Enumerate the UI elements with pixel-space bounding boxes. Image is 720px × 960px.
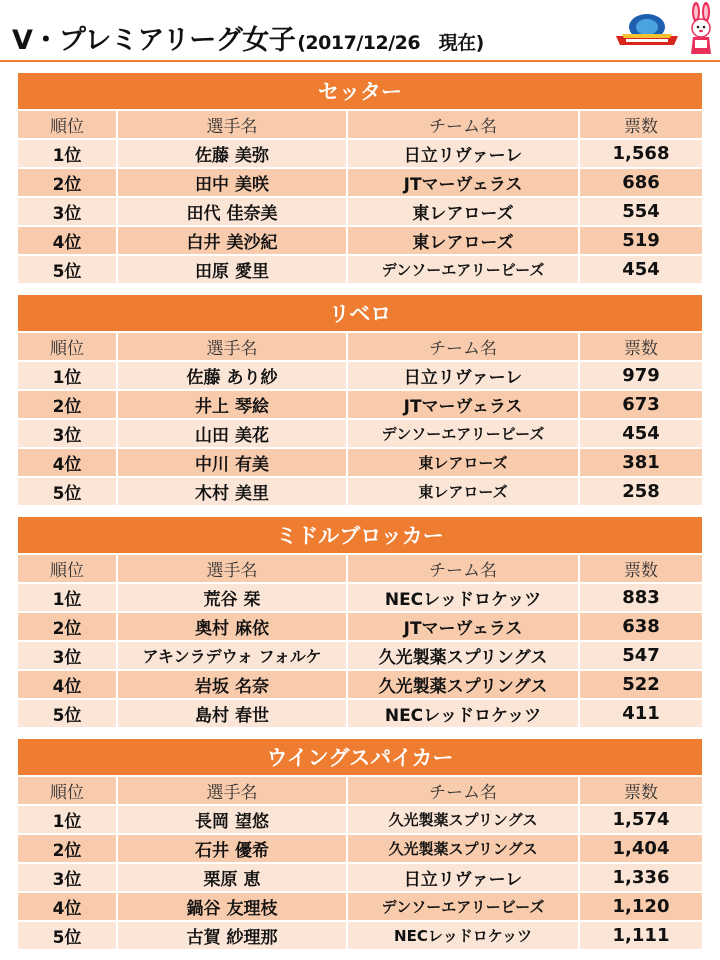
table-row (18, 669, 702, 698)
column-header-player: 選手名 (118, 331, 348, 360)
ranking-table (18, 775, 702, 949)
team-cell: 東レアローズ (348, 196, 580, 225)
player-cell: アキンラデウォ フォルケ (118, 640, 348, 669)
votes-cell: 1,336 (580, 862, 702, 891)
team-cell: 東レアローズ (348, 447, 580, 476)
table-row (18, 138, 702, 167)
player-cell: 山田 美花 (118, 418, 348, 447)
column-header-rank: 順位 (18, 109, 118, 138)
votes-cell: 454 (580, 418, 702, 447)
title-date: (2017/12/26 現在) (297, 32, 484, 54)
rank-cell: 1位 (18, 804, 118, 833)
column-header-player: 選手名 (118, 775, 348, 804)
table-row (18, 476, 702, 505)
section-libero (18, 295, 702, 505)
player-cell: 中川 有美 (118, 447, 348, 476)
votes-cell: 638 (580, 611, 702, 640)
page-title (12, 18, 484, 57)
votes-cell: 522 (580, 669, 702, 698)
table-row (18, 254, 702, 283)
player-cell: 白井 美沙紀 (118, 225, 348, 254)
rank-cell: 4位 (18, 891, 118, 920)
rank-cell: 2位 (18, 833, 118, 862)
column-header-votes: 票数 (580, 109, 702, 138)
table-row (18, 920, 702, 949)
votes-cell: 258 (580, 476, 702, 505)
column-header-rank: 順位 (18, 331, 118, 360)
player-cell: 田代 佳奈美 (118, 196, 348, 225)
rank-cell: 3位 (18, 862, 118, 891)
rank-cell: 2位 (18, 167, 118, 196)
votes-cell: 1,574 (580, 804, 702, 833)
section-middle-blocker (18, 517, 702, 727)
player-cell: 井上 琴絵 (118, 389, 348, 418)
table-row (18, 582, 702, 611)
rank-cell: 5位 (18, 920, 118, 949)
team-cell: デンソーエアリービーズ (348, 254, 580, 283)
rank-cell: 1位 (18, 582, 118, 611)
rank-cell: 4位 (18, 669, 118, 698)
team-cell: 日立リヴァーレ (348, 360, 580, 389)
table-row (18, 360, 702, 389)
team-cell: デンソーエアリービーズ (348, 418, 580, 447)
team-cell: 東レアローズ (348, 225, 580, 254)
ranking-table (18, 553, 702, 727)
player-cell: 岩坂 名奈 (118, 669, 348, 698)
column-header-team: チーム名 (348, 331, 580, 360)
player-cell: 田原 愛里 (118, 254, 348, 283)
votes-cell: 979 (580, 360, 702, 389)
table-row (18, 225, 702, 254)
team-cell: デンソーエアリービーズ (348, 891, 580, 920)
table-row (18, 167, 702, 196)
player-cell: 奥村 麻依 (118, 611, 348, 640)
table-header-row (18, 109, 702, 138)
team-cell: NECレッドロケッツ (348, 698, 580, 727)
team-cell: 久光製薬スプリングス (348, 669, 580, 698)
rank-cell: 1位 (18, 360, 118, 389)
rank-cell: 4位 (18, 447, 118, 476)
rabbit-mascot-icon (686, 2, 716, 58)
team-cell: 東レアローズ (348, 476, 580, 505)
rank-cell: 2位 (18, 389, 118, 418)
column-header-team: チーム名 (348, 553, 580, 582)
votes-cell: 554 (580, 196, 702, 225)
player-cell: 石井 優希 (118, 833, 348, 862)
team-cell: 日立リヴァーレ (348, 862, 580, 891)
rank-cell: 5位 (18, 476, 118, 505)
section-wing-spiker (18, 739, 702, 949)
table-row (18, 891, 702, 920)
team-cell: 久光製薬スプリングス (348, 804, 580, 833)
column-header-rank: 順位 (18, 553, 118, 582)
team-cell: JTマーヴェラス (348, 611, 580, 640)
team-cell: NECレッドロケッツ (348, 582, 580, 611)
table-row (18, 611, 702, 640)
votes-cell: 1,120 (580, 891, 702, 920)
votes-cell: 381 (580, 447, 702, 476)
event-logo-icon (612, 12, 682, 48)
votes-cell: 1,568 (580, 138, 702, 167)
votes-cell: 686 (580, 167, 702, 196)
votes-cell: 519 (580, 225, 702, 254)
rank-cell: 3位 (18, 196, 118, 225)
table-row (18, 640, 702, 669)
title-main: V・プレミアリーグ女子 (12, 25, 296, 56)
player-cell: 古賀 紗理那 (118, 920, 348, 949)
player-cell: 佐藤 美弥 (118, 138, 348, 167)
player-cell: 島村 春世 (118, 698, 348, 727)
column-header-votes: 票数 (580, 775, 702, 804)
column-header-team: チーム名 (348, 109, 580, 138)
rank-cell: 4位 (18, 225, 118, 254)
section-title: ウイングスパイカー (18, 739, 702, 775)
votes-cell: 673 (580, 389, 702, 418)
table-row (18, 698, 702, 727)
rank-cell: 5位 (18, 698, 118, 727)
table-row (18, 447, 702, 476)
team-cell: JTマーヴェラス (348, 389, 580, 418)
rank-cell: 2位 (18, 611, 118, 640)
team-cell: 日立リヴァーレ (348, 138, 580, 167)
team-cell: JTマーヴェラス (348, 167, 580, 196)
column-header-player: 選手名 (118, 553, 348, 582)
section-setter (18, 73, 702, 283)
section-title: セッター (18, 73, 702, 109)
votes-cell: 1,404 (580, 833, 702, 862)
team-cell: 久光製薬スプリングス (348, 640, 580, 669)
table-row (18, 389, 702, 418)
column-header-rank: 順位 (18, 775, 118, 804)
column-header-player: 選手名 (118, 109, 348, 138)
table-header-row (18, 775, 702, 804)
team-cell: 久光製薬スプリングス (348, 833, 580, 862)
section-title: リベロ (18, 295, 702, 331)
page-header (0, 0, 720, 62)
column-header-team: チーム名 (348, 775, 580, 804)
rank-cell: 5位 (18, 254, 118, 283)
column-header-votes: 票数 (580, 331, 702, 360)
ranking-table (18, 331, 702, 505)
table-row (18, 418, 702, 447)
table-row (18, 862, 702, 891)
player-cell: 木村 美里 (118, 476, 348, 505)
table-row (18, 833, 702, 862)
votes-cell: 883 (580, 582, 702, 611)
player-cell: 栗原 恵 (118, 862, 348, 891)
rank-cell: 3位 (18, 640, 118, 669)
column-header-votes: 票数 (580, 553, 702, 582)
rank-cell: 1位 (18, 138, 118, 167)
votes-cell: 547 (580, 640, 702, 669)
table-header-row (18, 553, 702, 582)
player-cell: 鍋谷 友理枝 (118, 891, 348, 920)
table-row (18, 804, 702, 833)
table-row (18, 196, 702, 225)
votes-cell: 1,111 (580, 920, 702, 949)
player-cell: 長岡 望悠 (118, 804, 348, 833)
rank-cell: 3位 (18, 418, 118, 447)
title-divider (0, 60, 720, 62)
player-cell: 荒谷 栞 (118, 582, 348, 611)
votes-cell: 411 (580, 698, 702, 727)
table-header-row (18, 331, 702, 360)
section-title: ミドルブロッカー (18, 517, 702, 553)
player-cell: 佐藤 あり紗 (118, 360, 348, 389)
team-cell: NECレッドロケッツ (348, 920, 580, 949)
votes-cell: 454 (580, 254, 702, 283)
ranking-table (18, 109, 702, 283)
player-cell: 田中 美咲 (118, 167, 348, 196)
